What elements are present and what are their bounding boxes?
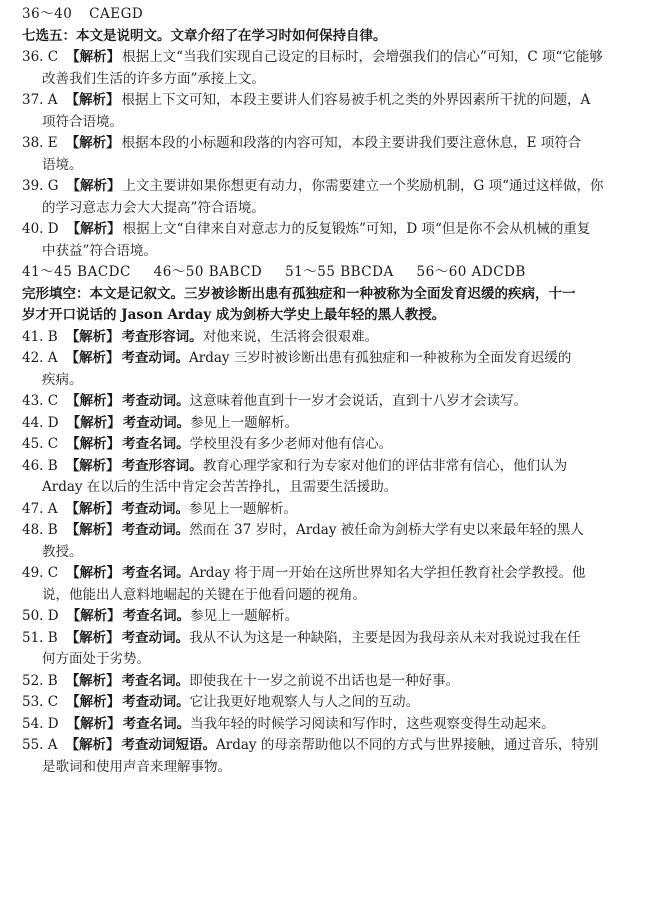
explanation-text: 当我年轻的时候学习阅读和写作时，这些观察变得生动起来。 xyxy=(190,715,555,732)
answer-item xyxy=(22,327,654,349)
answer-range: 36～40 xyxy=(22,6,73,22)
explanation-text: 对他来说，生活将会很艰难。 xyxy=(202,328,379,345)
answer-item-line1 xyxy=(22,499,654,521)
item-number: 37. A xyxy=(22,92,58,108)
answer-group: 41～45 BACDC xyxy=(22,264,131,280)
question-type: 考查动词。 xyxy=(121,350,190,366)
analysis-tag: 【解析】 xyxy=(66,608,121,624)
explanation-text: 这意味着他直到十一岁才会说话，直到十八岁才会读写。 xyxy=(189,393,528,409)
analysis-tag: 【解析】 xyxy=(66,414,121,431)
answer-item-line1 xyxy=(22,714,654,736)
analysis-tag: 【解析】 xyxy=(65,672,120,689)
answer-item-line1 xyxy=(22,563,654,585)
answer-item-line2: 疾病。 xyxy=(42,371,83,388)
analysis-tag: 【解析】 xyxy=(66,694,121,710)
item-number: 54. D xyxy=(22,715,59,732)
answer-item-line1 xyxy=(22,176,654,198)
analysis-tag: 【解析】 xyxy=(66,49,121,65)
item-number: 53. C xyxy=(22,694,59,710)
answer-item-line1 xyxy=(22,456,654,478)
explanation-text: 上文主要讲如果你想更有动力，你需要建立一个奖励机制，G 项“通过这样做，你 xyxy=(122,178,604,194)
item-number: 55. A xyxy=(22,737,58,753)
explanation-text: 根据上文“当我们实现自己设定的目标时，会增强我们的信心”可知，C 项“它能够 xyxy=(122,49,603,65)
question-type: 考查动词。 xyxy=(121,500,190,517)
answer-item xyxy=(22,714,654,736)
answer-item-line1 xyxy=(22,606,654,628)
answer-item-line1 xyxy=(22,692,654,714)
question-type: 考查动词。 xyxy=(121,522,190,538)
item-number: 39. G xyxy=(22,178,59,194)
section-heading-seven-choose-five: 七选五：本文是说明文。文章介绍了在学习时如何保持自律。 xyxy=(22,27,387,44)
answer-item xyxy=(22,413,654,435)
analysis-tag: 【解析】 xyxy=(65,522,120,538)
explanation-text: Arday 的母亲帮助他以不同的方式与世界接触，通过音乐，特别 xyxy=(216,737,599,753)
items-41-55 xyxy=(22,327,654,779)
item-number: 42. A xyxy=(22,350,58,366)
question-type: 考查形容词。 xyxy=(121,457,203,474)
answer-item xyxy=(22,456,654,499)
analysis-tag: 【解析】 xyxy=(66,393,121,409)
answer-item-line1 xyxy=(22,348,654,370)
analysis-tag: 【解析】 xyxy=(66,715,121,732)
answer-item xyxy=(22,90,654,133)
item-number: 44. D xyxy=(22,414,59,431)
answer-item-line1 xyxy=(22,413,654,435)
explanation-text: 我从不认为这是一种缺陷，主要是因为我母亲从未对我说过我在任 xyxy=(189,629,581,646)
item-number: 48. B xyxy=(22,522,58,538)
analysis-tag: 【解析】 xyxy=(65,500,120,517)
analysis-tag: 【解析】 xyxy=(66,178,121,194)
question-type: 考查名词。 xyxy=(122,608,191,624)
analysis-tag: 【解析】 xyxy=(65,457,120,474)
question-type: 考查名词。 xyxy=(121,672,190,689)
explanation-text: 参见上一题解析。 xyxy=(190,608,299,624)
answer-item-line2: 教授。 xyxy=(42,543,83,560)
analysis-tag: 【解析】 xyxy=(65,328,120,345)
answer-item-line1 xyxy=(22,47,654,69)
section-heading-cloze-line2: 岁才开口说话的 Jason Arday 成为剑桥大学史上最年轻的黑人教授。 xyxy=(22,307,446,323)
item-number: 43. C xyxy=(22,393,59,409)
answer-letters: CAEGD xyxy=(89,6,144,22)
explanation-text: 它让我更好地观察人与人之间的互动。 xyxy=(189,694,420,710)
analysis-tag: 【解析】 xyxy=(66,221,121,237)
answer-group: 46～50 BABCD xyxy=(153,264,263,280)
section-heading-cloze-line1: 完形填空：本文是记叙文。三岁被诊断出患有孤独症和一种被称为全面发育迟缓的疾病，十一 xyxy=(22,285,576,302)
answer-item xyxy=(22,47,654,90)
answer-item xyxy=(22,176,654,219)
explanation-text: 根据本段的小标题和段落的内容可知，本段主要讲我们要注意休息，E 项符合 xyxy=(121,135,582,151)
item-number: 41. B xyxy=(22,328,58,345)
answer-item-line1 xyxy=(22,90,654,112)
answer-item xyxy=(22,348,654,391)
answer-item-line1 xyxy=(22,133,654,155)
analysis-tag: 【解析】 xyxy=(65,737,120,753)
answer-item xyxy=(22,628,654,671)
analysis-tag: 【解析】 xyxy=(66,436,121,452)
answer-item xyxy=(22,520,654,563)
answer-item-line2: 何方面处于劣势。 xyxy=(42,651,150,667)
analysis-tag: 【解析】 xyxy=(65,629,120,646)
answer-item xyxy=(22,671,654,693)
answer-item-line2: Arday 在以后的生活中肯定会苦苦挣扎，且需要生活援助。 xyxy=(42,479,398,495)
question-type: 考查形容词。 xyxy=(121,328,203,345)
item-number: 52. B xyxy=(22,672,58,689)
answer-item xyxy=(22,434,654,456)
analysis-tag: 【解析】 xyxy=(66,565,121,581)
answer-group: 56～60 ADCDB xyxy=(416,264,526,280)
answer-item-line1 xyxy=(22,391,654,413)
answer-item-line2: 项符合语境。 xyxy=(42,113,123,130)
answer-item-line2: 说，他能出人意料地崛起的关键在于他看问题的视角。 xyxy=(42,586,366,603)
answer-item-line1 xyxy=(22,735,654,757)
explanation-text: 教育心理学家和行为专家对他们的评估非常有信心，他们认为 xyxy=(202,457,568,474)
item-number: 47. A xyxy=(22,500,58,517)
answer-item xyxy=(22,391,654,413)
answer-item xyxy=(22,563,654,606)
analysis-tag: 【解析】 xyxy=(65,135,120,151)
explanation-text: 根据上文“自律来自对意志力的反复锻炼”可知，D 项“但是你不会从机械的重复 xyxy=(122,221,591,237)
question-type: 考查动词。 xyxy=(122,694,190,710)
answer-group: 51～55 BBCDA xyxy=(285,264,394,280)
answer-item-line1 xyxy=(22,327,654,349)
analysis-tag: 【解析】 xyxy=(65,350,120,366)
answer-item-line2: 语境。 xyxy=(42,156,83,173)
item-number: 50. D xyxy=(22,608,59,624)
explanation-text: 根据上下文可知，本段主要讲人们容易被手机之类的外界因素所干扰的问题，A xyxy=(121,92,591,108)
answer-item xyxy=(22,133,654,176)
item-number: 46. B xyxy=(22,457,58,474)
answer-item-line2: 的学习意志力会大大提高”符合语境。 xyxy=(42,199,265,216)
explanation-text: Arday 将于周一开始在这所世界知名大学担任教育社会学教授。他 xyxy=(189,565,586,581)
answer-item xyxy=(22,219,654,262)
analysis-tag: 【解析】 xyxy=(65,92,120,108)
answer-item xyxy=(22,692,654,714)
answer-key-41-60 xyxy=(22,262,654,284)
answer-item-line1 xyxy=(22,628,654,650)
item-number: 36. C xyxy=(22,49,59,65)
answer-item-line1 xyxy=(22,520,654,542)
answer-item-line2: 是歌词和使用声音来理解事物。 xyxy=(42,758,231,775)
explanation-text: 学校里没有多少老师对他有信心。 xyxy=(189,436,393,452)
answer-item-line1 xyxy=(22,671,654,693)
answer-item xyxy=(22,606,654,628)
question-type: 考查名词。 xyxy=(122,436,190,452)
explanation-text: 参见上一题解析。 xyxy=(190,414,299,431)
item-number: 51. B xyxy=(22,629,58,646)
question-type: 考查动词。 xyxy=(122,414,191,431)
item-number: 49. C xyxy=(22,565,59,581)
answer-item-line2: 改善我们生活的许多方面”承接上文。 xyxy=(42,70,265,87)
answer-item xyxy=(22,735,654,778)
explanation-text: 参见上一题解析。 xyxy=(189,500,298,517)
item-number: 38. E xyxy=(22,135,58,151)
explanation-text: 然而在 37 岁时，Arday 被任命为剑桥大学有史以来最年轻的黑人 xyxy=(189,522,584,538)
question-type: 考查动词。 xyxy=(121,629,190,646)
answer-item-line1 xyxy=(22,434,654,456)
question-type: 考查名词。 xyxy=(122,565,190,581)
question-type: 考查动词短语。 xyxy=(121,737,217,753)
answer-item-line1 xyxy=(22,219,654,241)
answer-key-36-40 xyxy=(22,4,654,26)
answer-item-line2: 中获益”符合语境。 xyxy=(42,242,157,259)
question-type: 考查名词。 xyxy=(122,715,191,732)
items-36-40 xyxy=(22,47,654,262)
item-number: 45. C xyxy=(22,436,59,452)
answer-item xyxy=(22,499,654,521)
explanation-text: Arday 三岁时被诊断出患有孤独症和一种被称为全面发育迟缓的 xyxy=(189,350,572,366)
explanation-text: 即使我在十一岁之前说不出话也是一种好事。 xyxy=(189,672,460,689)
item-number: 40. D xyxy=(22,221,59,237)
question-type: 考查动词。 xyxy=(122,393,190,409)
